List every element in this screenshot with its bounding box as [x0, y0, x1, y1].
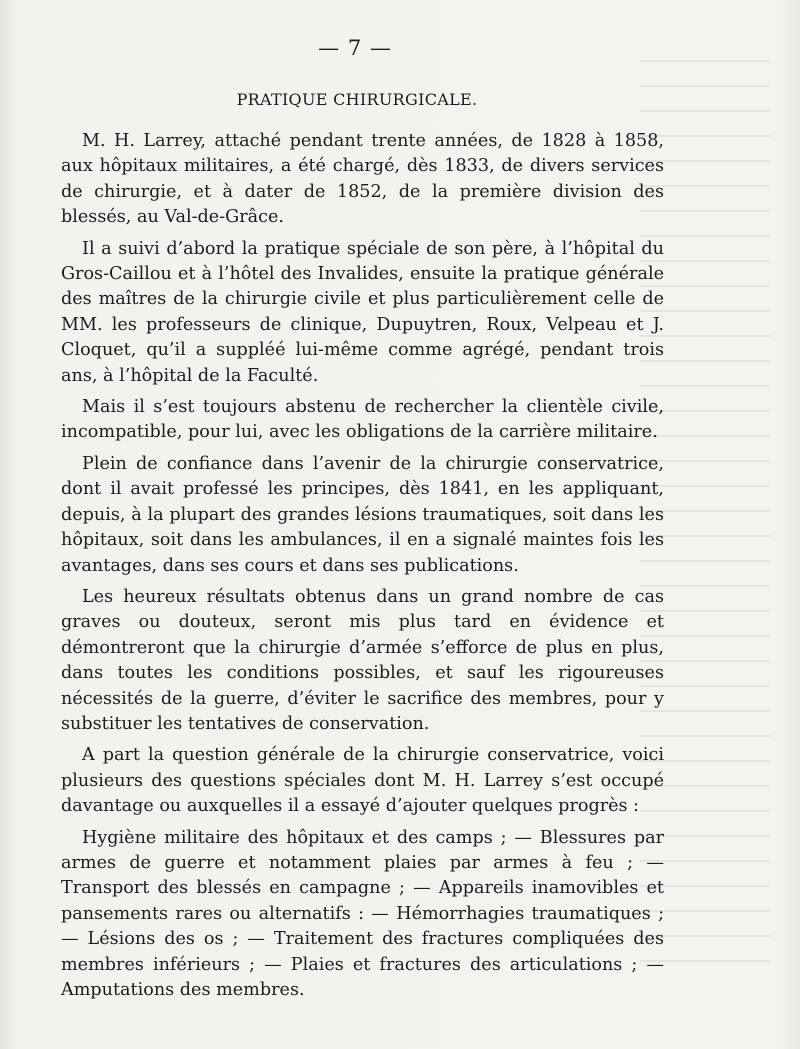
paragraph: Il a suivi d’abord la pratique spéciale de son père, à l’hôpital du Gros-Caillou et à l’hôtel des Invalides, ensuite la pratique générale des maîtres de la chirurgie civile et plus particulièrement celle de MM. les professeurs de clinique, Dupuytren, Roux, Velpeau et J. Cloquet, qu’il a suppléé lui-même comme agrégé, pendant trois ans, à l’hôpital de la Faculté.: [61, 238, 664, 386]
section-heading: PRATIQUE CHIRURGICALE.: [236, 90, 478, 109]
paragraph: Plein de confiance dans l’avenir de la chirurgie conservatrice, dont il avait professé les principes, dès 1841, en les appliquant, depuis, à la plupart des grandes lésions traumatiques, soit dans les hôpitaux, soit dans les ambulances, il en a signalé maintes fois les avantages, dans ses cours et dans ses publications.: [61, 453, 664, 576]
page-number: — 7 —: [318, 36, 392, 60]
paragraph: Mais il s’est toujours abstenu de rechercher la clientèle civile, incompatible, pour lui, avec les obligations de la carrière militaire.: [61, 397, 664, 443]
paragraph: Les heureux résultats obtenus dans un grand nombre de cas graves ou douteux, seront mis plus tard en évidence et démontreront que la chirurgie d’armée s’efforce de plus en plus, dans toutes les conditions possibles, et sauf les rigoureuses nécessités de la guerre, d’éviter le sacrifice des membres, pour y substituer les tentatives de conservation.: [61, 586, 664, 734]
body-text: [61, 129, 664, 1003]
paragraph: Hygiène militaire des hôpitaux et des camps ; — Blessures par armes de guerre et notamment plaies par armes à feu ; — Transport des blessés en campagne ; — Appareils inamovibles et pansements rares ou alternatifs : — Hémorrhagies traumatiques ; — Lésions des os ; — Traitement des fractures compliquées des membres inférieurs ; — Plaies et fractures des articulations ; — Amputations des membres.: [61, 827, 664, 1000]
paragraph: M. H. Larrey, attaché pendant trente années, de 1828 à 1858, aux hôpitaux militaires, a été chargé, dès 1833, de divers services de chirurgie, et à dater de 1852, de la première division des blessés, au Val-de-Grâce.: [61, 131, 664, 228]
paragraph: A part la question générale de la chirurgie conservatrice, voici plusieurs des questions spéciales dont M. H. Larrey s’est occupé davantage ou auxquelles il a essayé d’ajouter quelques progrès :: [61, 745, 664, 817]
